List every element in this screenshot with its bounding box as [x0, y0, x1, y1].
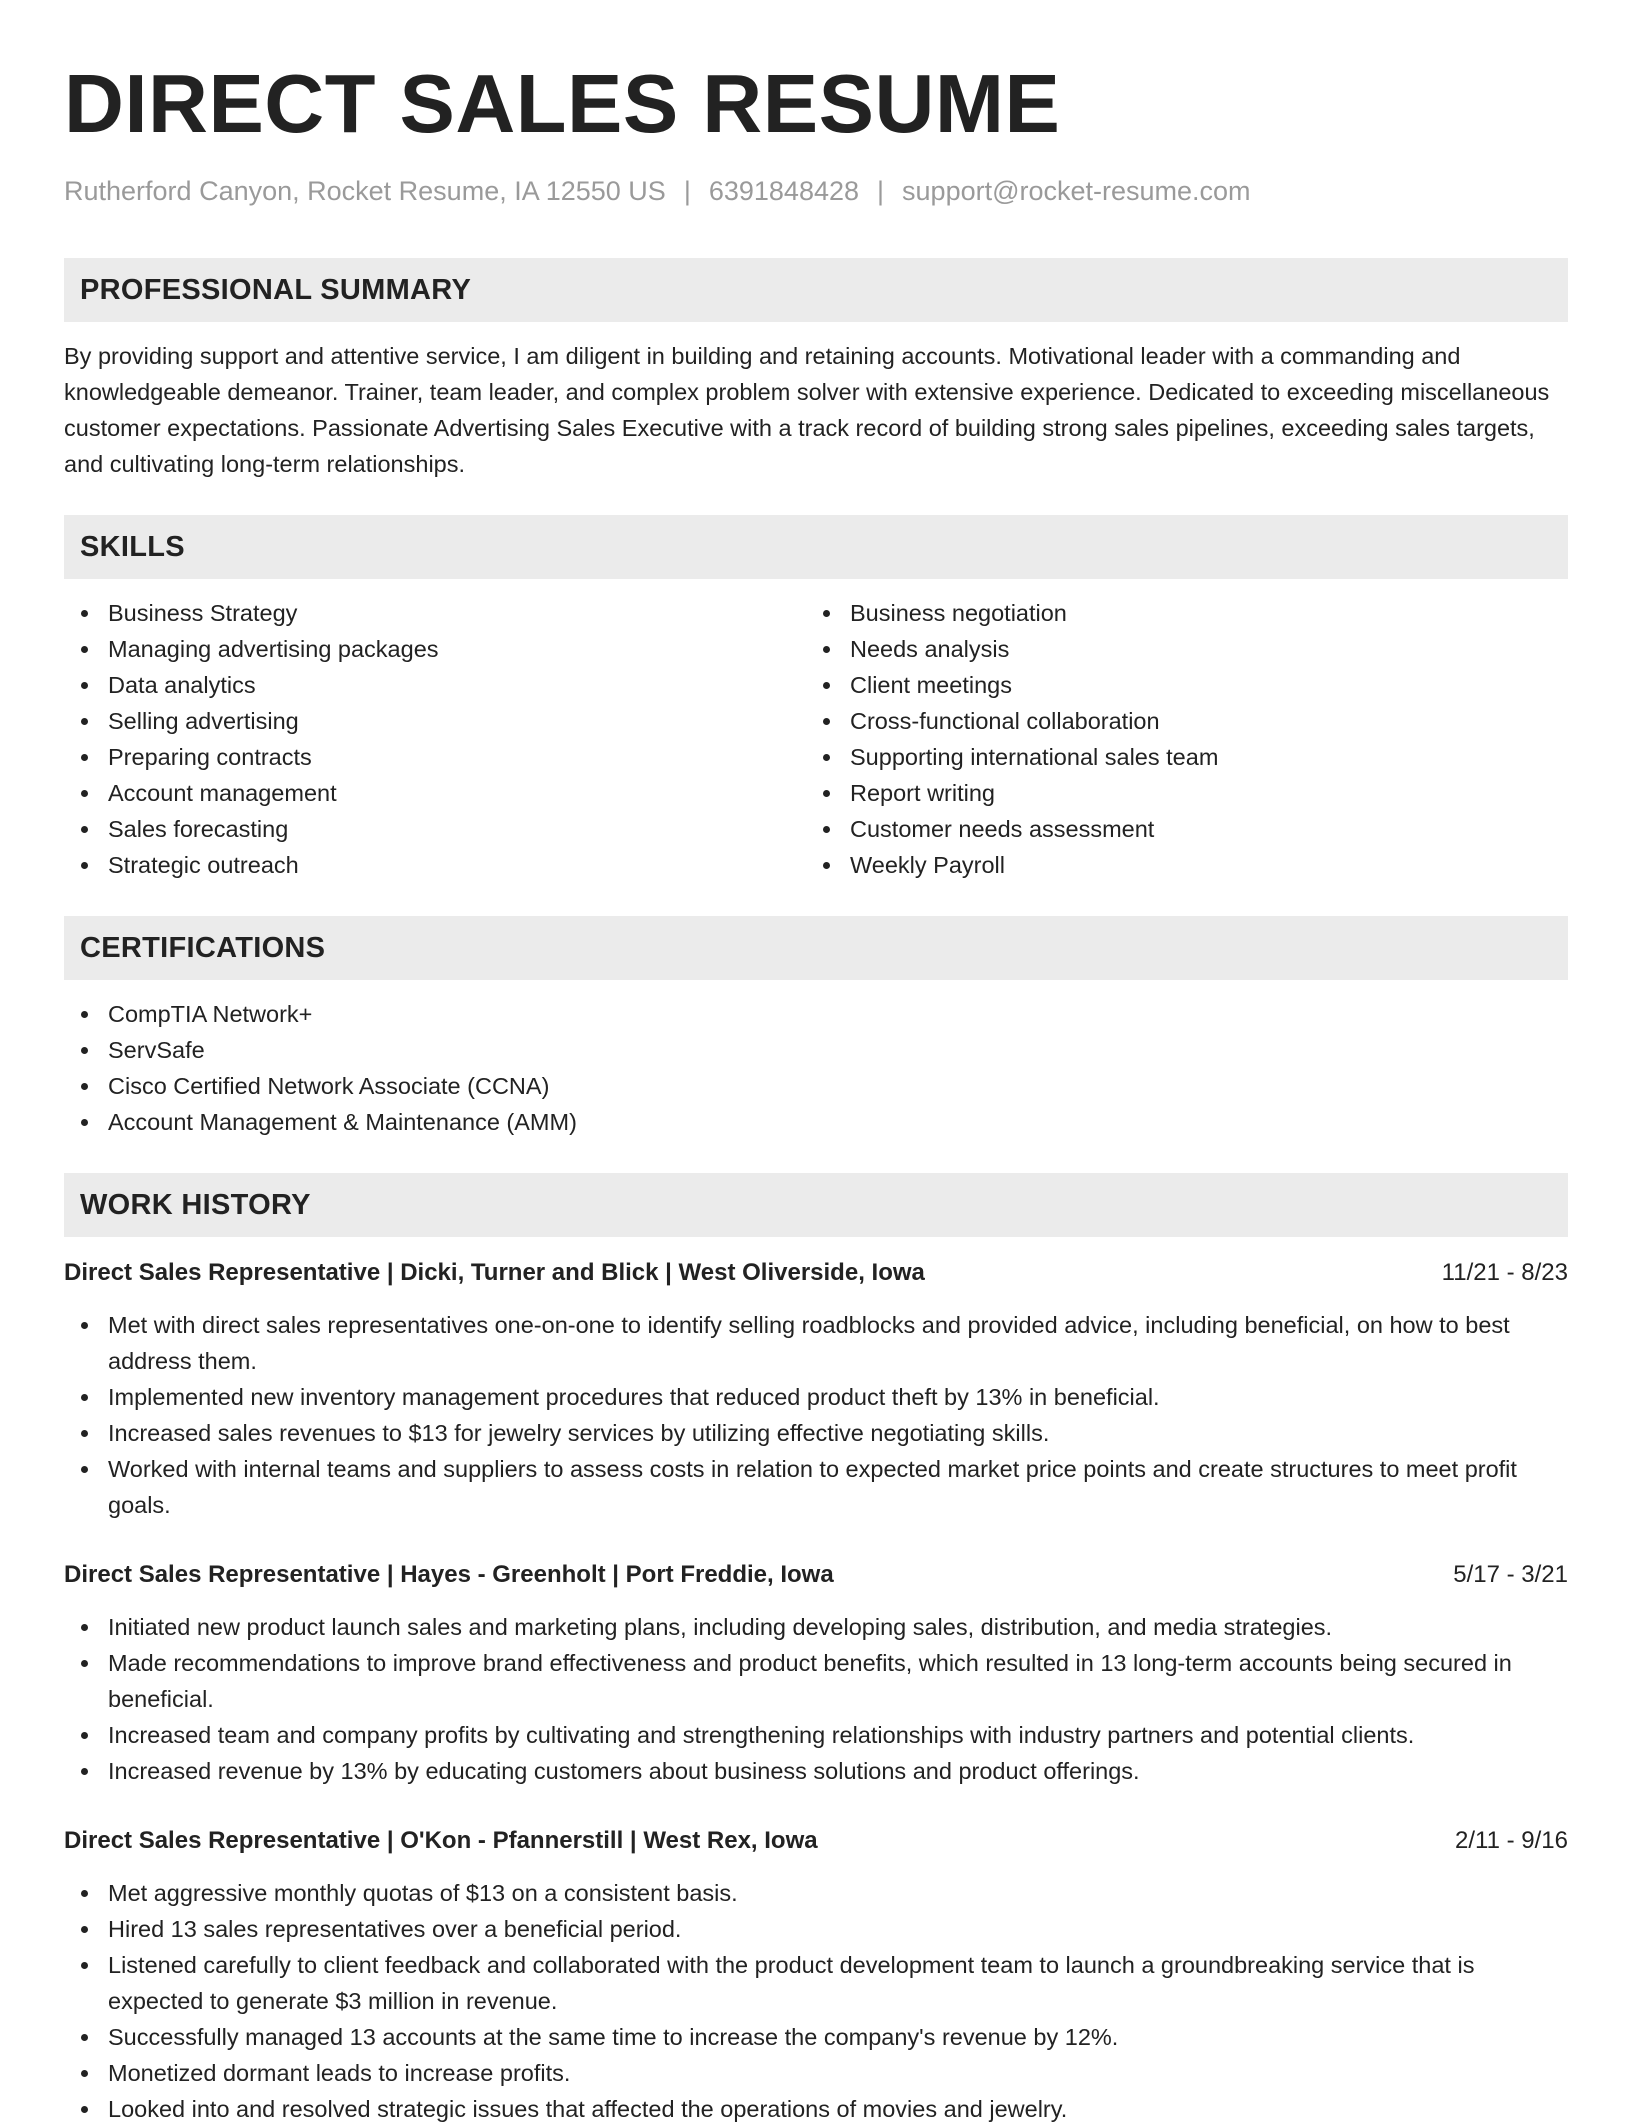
summary-text: By providing support and attentive service, I am diligent in building and retaining accounts. Motivational leader with a commanding and knowledgeable demeanor. Trainer, team leader, and complex problem solver with extensive experience. Dedicated to exceeding miscellaneous customer expectations. Passionate Advertising Sales Executive with a track record of building strong sales pipelines, exceeding sales targets, and cultivating long-term relationships.: [64, 343, 1550, 477]
job-header: [64, 1823, 1568, 1859]
skill-item: Business Strategy: [64, 595, 806, 631]
resume-title: DIRECT SALES RESUME: [64, 57, 1061, 150]
job-bullet: Increased team and company profits by cultivating and strengthening relationships with industry partners and potential clients.: [64, 1717, 1568, 1753]
skills-column-right: [806, 595, 1548, 883]
section-header-skills: SKILLS: [64, 515, 1568, 579]
job-bullet: Implemented new inventory management procedures that reduced product theft by 13% in beneficial.: [64, 1379, 1568, 1415]
job-bullet: Met with direct sales representatives one-on-one to identify selling roadblocks and provided advice, including beneficial, on how to best address them.: [64, 1307, 1568, 1379]
skill-item: Cross-functional collaboration: [806, 703, 1548, 739]
resume-page: [64, 0, 1568, 2127]
job-dates: 11/21 - 8/23: [1441, 1259, 1568, 1286]
skill-item: Client meetings: [806, 667, 1548, 703]
job-bullet: Met aggressive monthly quotas of $13 on a consistent basis.: [64, 1875, 1568, 1911]
job-bullet: Successfully managed 13 accounts at the same time to increase the company's revenue by 12%.: [64, 2019, 1568, 2055]
skill-item: Needs analysis: [806, 631, 1548, 667]
job-bullet: Increased revenue by 13% by educating customers about business solutions and product offerings.: [64, 1753, 1568, 1789]
job-bullet: Increased sales revenues to $13 for jewelry services by utilizing effective negotiating skills.: [64, 1415, 1568, 1451]
job-bullet: Initiated new product launch sales and marketing plans, including developing sales, distribution, and media strategies.: [64, 1609, 1568, 1645]
section-header-certifications: CERTIFICATIONS: [64, 916, 1568, 980]
certification-item: Cisco Certified Network Associate (CCNA): [64, 1068, 1568, 1104]
job-bullets: [64, 1307, 1568, 1523]
job-entry: [64, 1557, 1568, 1789]
certification-item: ServSafe: [64, 1032, 1568, 1068]
skill-item: Report writing: [806, 775, 1548, 811]
job-bullet: Looked into and resolved strategic issues that affected the operations of movies and jewelry.: [64, 2091, 1568, 2127]
skill-item: Weekly Payroll: [806, 847, 1548, 883]
job-title: Direct Sales Representative | Dicki, Turner and Blick | West Oliverside, Iowa: [64, 1259, 925, 1286]
job-title: Direct Sales Representative | Hayes - Greenholt | Port Freddie, Iowa: [64, 1561, 834, 1588]
skills-grid: [64, 595, 1568, 883]
job-header: [64, 1557, 1568, 1593]
skill-item: Supporting international sales team: [806, 739, 1548, 775]
contact-address: Rutherford Canyon, Rocket Resume, IA 12550 US: [64, 176, 666, 206]
job-title: Direct Sales Representative | O'Kon - Pfannerstill | West Rex, Iowa: [64, 1827, 818, 1854]
job-header: [64, 1255, 1568, 1291]
skills-list-right: [806, 595, 1548, 883]
skill-item: Account management: [64, 775, 806, 811]
section-header-summary: PROFESSIONAL SUMMARY: [64, 258, 1568, 322]
skill-item: Strategic outreach: [64, 847, 806, 883]
job-bullets: [64, 1875, 1568, 2127]
certification-item: Account Management & Maintenance (AMM): [64, 1104, 1568, 1140]
job-bullet: Worked with internal teams and suppliers to assess costs in relation to expected market price points and create structures to meet profit goals.: [64, 1451, 1568, 1523]
section-header-work-history: WORK HISTORY: [64, 1173, 1568, 1237]
job-entry: [64, 1823, 1568, 2127]
job-bullet: Hired 13 sales representatives over a beneficial period.: [64, 1911, 1568, 1947]
job-bullet: Made recommendations to improve brand effectiveness and product benefits, which resulted in 13 long-term accounts being secured in beneficial.: [64, 1645, 1568, 1717]
contact-email: support@rocket-resume.com: [902, 176, 1251, 206]
skills-list-left: [64, 595, 806, 883]
skills-column-left: [64, 595, 806, 883]
skill-item: Data analytics: [64, 667, 806, 703]
job-bullet: Monetized dormant leads to increase profits.: [64, 2055, 1568, 2091]
contact-separator: |: [683, 176, 691, 206]
job-dates: 5/17 - 3/21: [1453, 1561, 1568, 1588]
skill-item: Managing advertising packages: [64, 631, 806, 667]
contact-phone: 6391848428: [708, 176, 860, 206]
certification-item: CompTIA Network+: [64, 996, 1568, 1032]
contact-line: [64, 174, 1568, 208]
skill-item: Selling advertising: [64, 703, 806, 739]
job-dates: 2/11 - 9/16: [1455, 1827, 1568, 1854]
certifications-list: [64, 996, 1568, 1140]
skill-item: Customer needs assessment: [806, 811, 1548, 847]
contact-separator: |: [877, 176, 885, 206]
job-bullet: Listened carefully to client feedback and collaborated with the product development team to launch a groundbreaking service that is expected to generate $3 million in revenue.: [64, 1947, 1568, 2019]
skill-item: Sales forecasting: [64, 811, 806, 847]
job-bullets: [64, 1609, 1568, 1789]
job-entry: [64, 1255, 1568, 1523]
skill-item: Preparing contracts: [64, 739, 806, 775]
skill-item: Business negotiation: [806, 595, 1548, 631]
